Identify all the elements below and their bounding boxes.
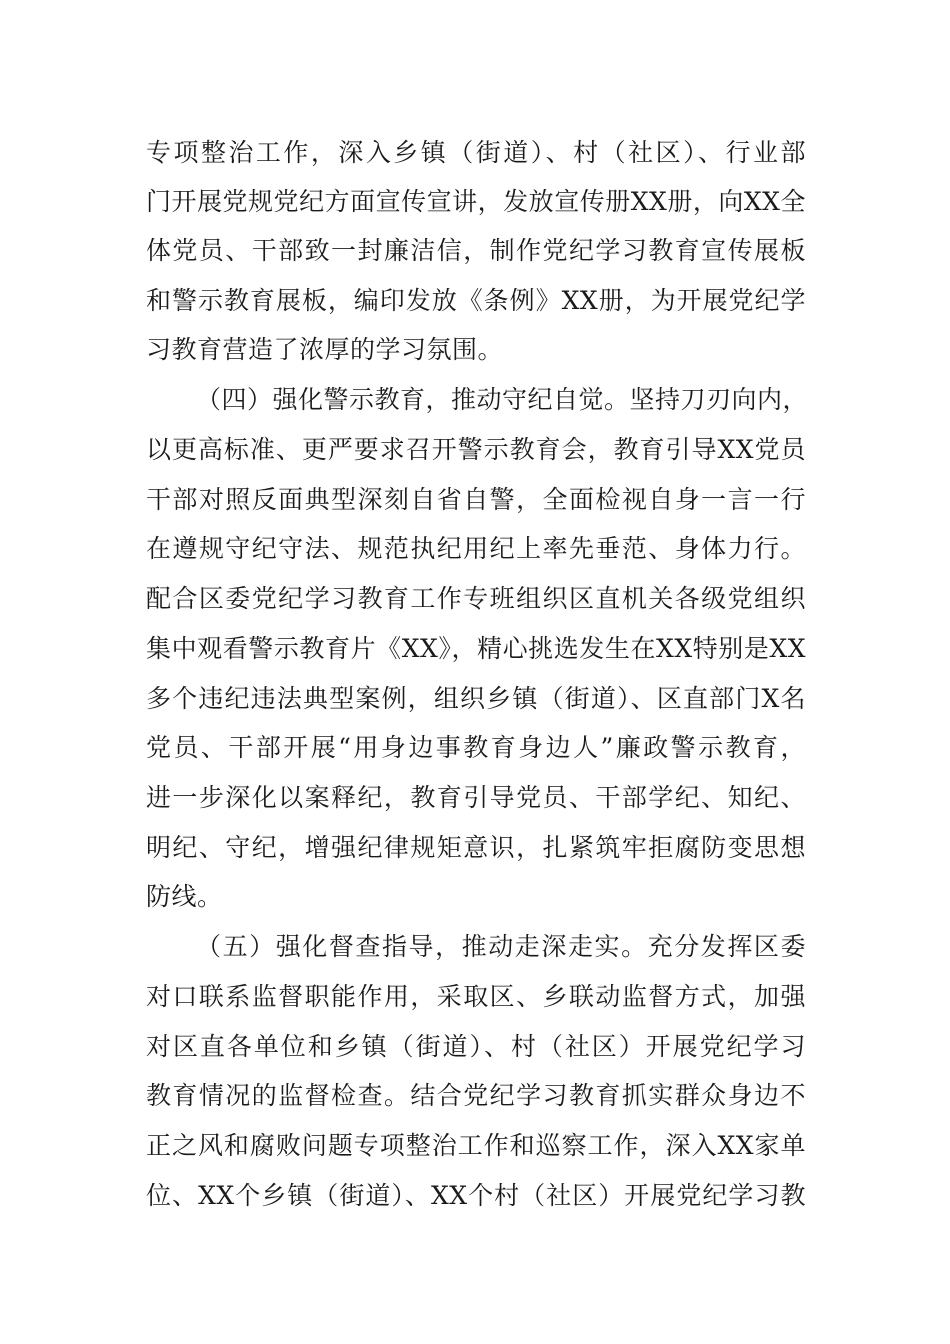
text-line-8: 干部对照反面典型深刻自省自警，全面检视自身一言一行 [146, 485, 806, 514]
text-line-5: 习教育营造了浓厚的学习氛围。 [146, 335, 504, 364]
text-line-13: 党员、干部开展“用身边事教育身边人”廉政警示教育， [146, 733, 806, 762]
text-line-9: 在遵规守纪守法、规范执纪用纪上率先垂范、身体力行。 [146, 534, 806, 563]
text-line-11: 集中观看警示教育片《XX》，精心挑选发生在XX特别是XX [146, 634, 806, 663]
text-line-18: 对口联系监督职能作用，采取区、乡联动监督方式，加强 [146, 982, 806, 1011]
text-line-3: 体党员、干部致一封廉洁信，制作党纪学习教育宣传展板 [146, 236, 806, 265]
text-line-14: 进一步深化以案释纪，教育引导党员、干部学纪、知纪、 [146, 783, 806, 812]
text-line-1: 专项整治工作，深入乡镇（街道）、村（社区）、行业部 [146, 138, 806, 167]
text-line-7: 以更高标准、更严要求召开警示教育会，教育引导XX党员 [146, 435, 806, 464]
text-line-12: 多个违纪违法典型案例，组织乡镇（街道）、区直部门X名 [146, 684, 806, 713]
text-line-16: 防线。 [146, 882, 223, 911]
section-heading-5: （五）强化督查指导，推动走深走实。充分发挥区委 [196, 932, 806, 961]
text-line-4: 和警示教育展板，编印发放《条例》XX册，为开展党纪学 [146, 286, 806, 315]
text-line-19: 对区直各单位和乡镇（街道）、村（社区）开展党纪学习 [146, 1032, 806, 1061]
text-line-22: 位、XX个乡镇（街道）、XX个村（社区）开展党纪学习教 [146, 1181, 806, 1210]
section-heading-4: （四）强化警示教育，推动守纪自觉。坚持刀刃向内， [196, 385, 809, 414]
text-line-2: 门开展党规党纪方面宣传宣讲，发放宣传册XX册，向XX全 [146, 187, 806, 216]
text-line-10: 配合区委党纪学习教育工作专班组织区直机关各级党组织 [146, 584, 806, 613]
text-line-21: 正之风和腐败问题专项整治工作和巡察工作，深入XX家单 [146, 1131, 806, 1160]
text-line-15: 明纪、守纪，增强纪律规矩意识，扎紧筑牢拒腐防变思想 [146, 833, 806, 862]
text-line-20: 教育情况的监督检查。结合党纪学习教育抓实群众身边不 [146, 1081, 806, 1110]
